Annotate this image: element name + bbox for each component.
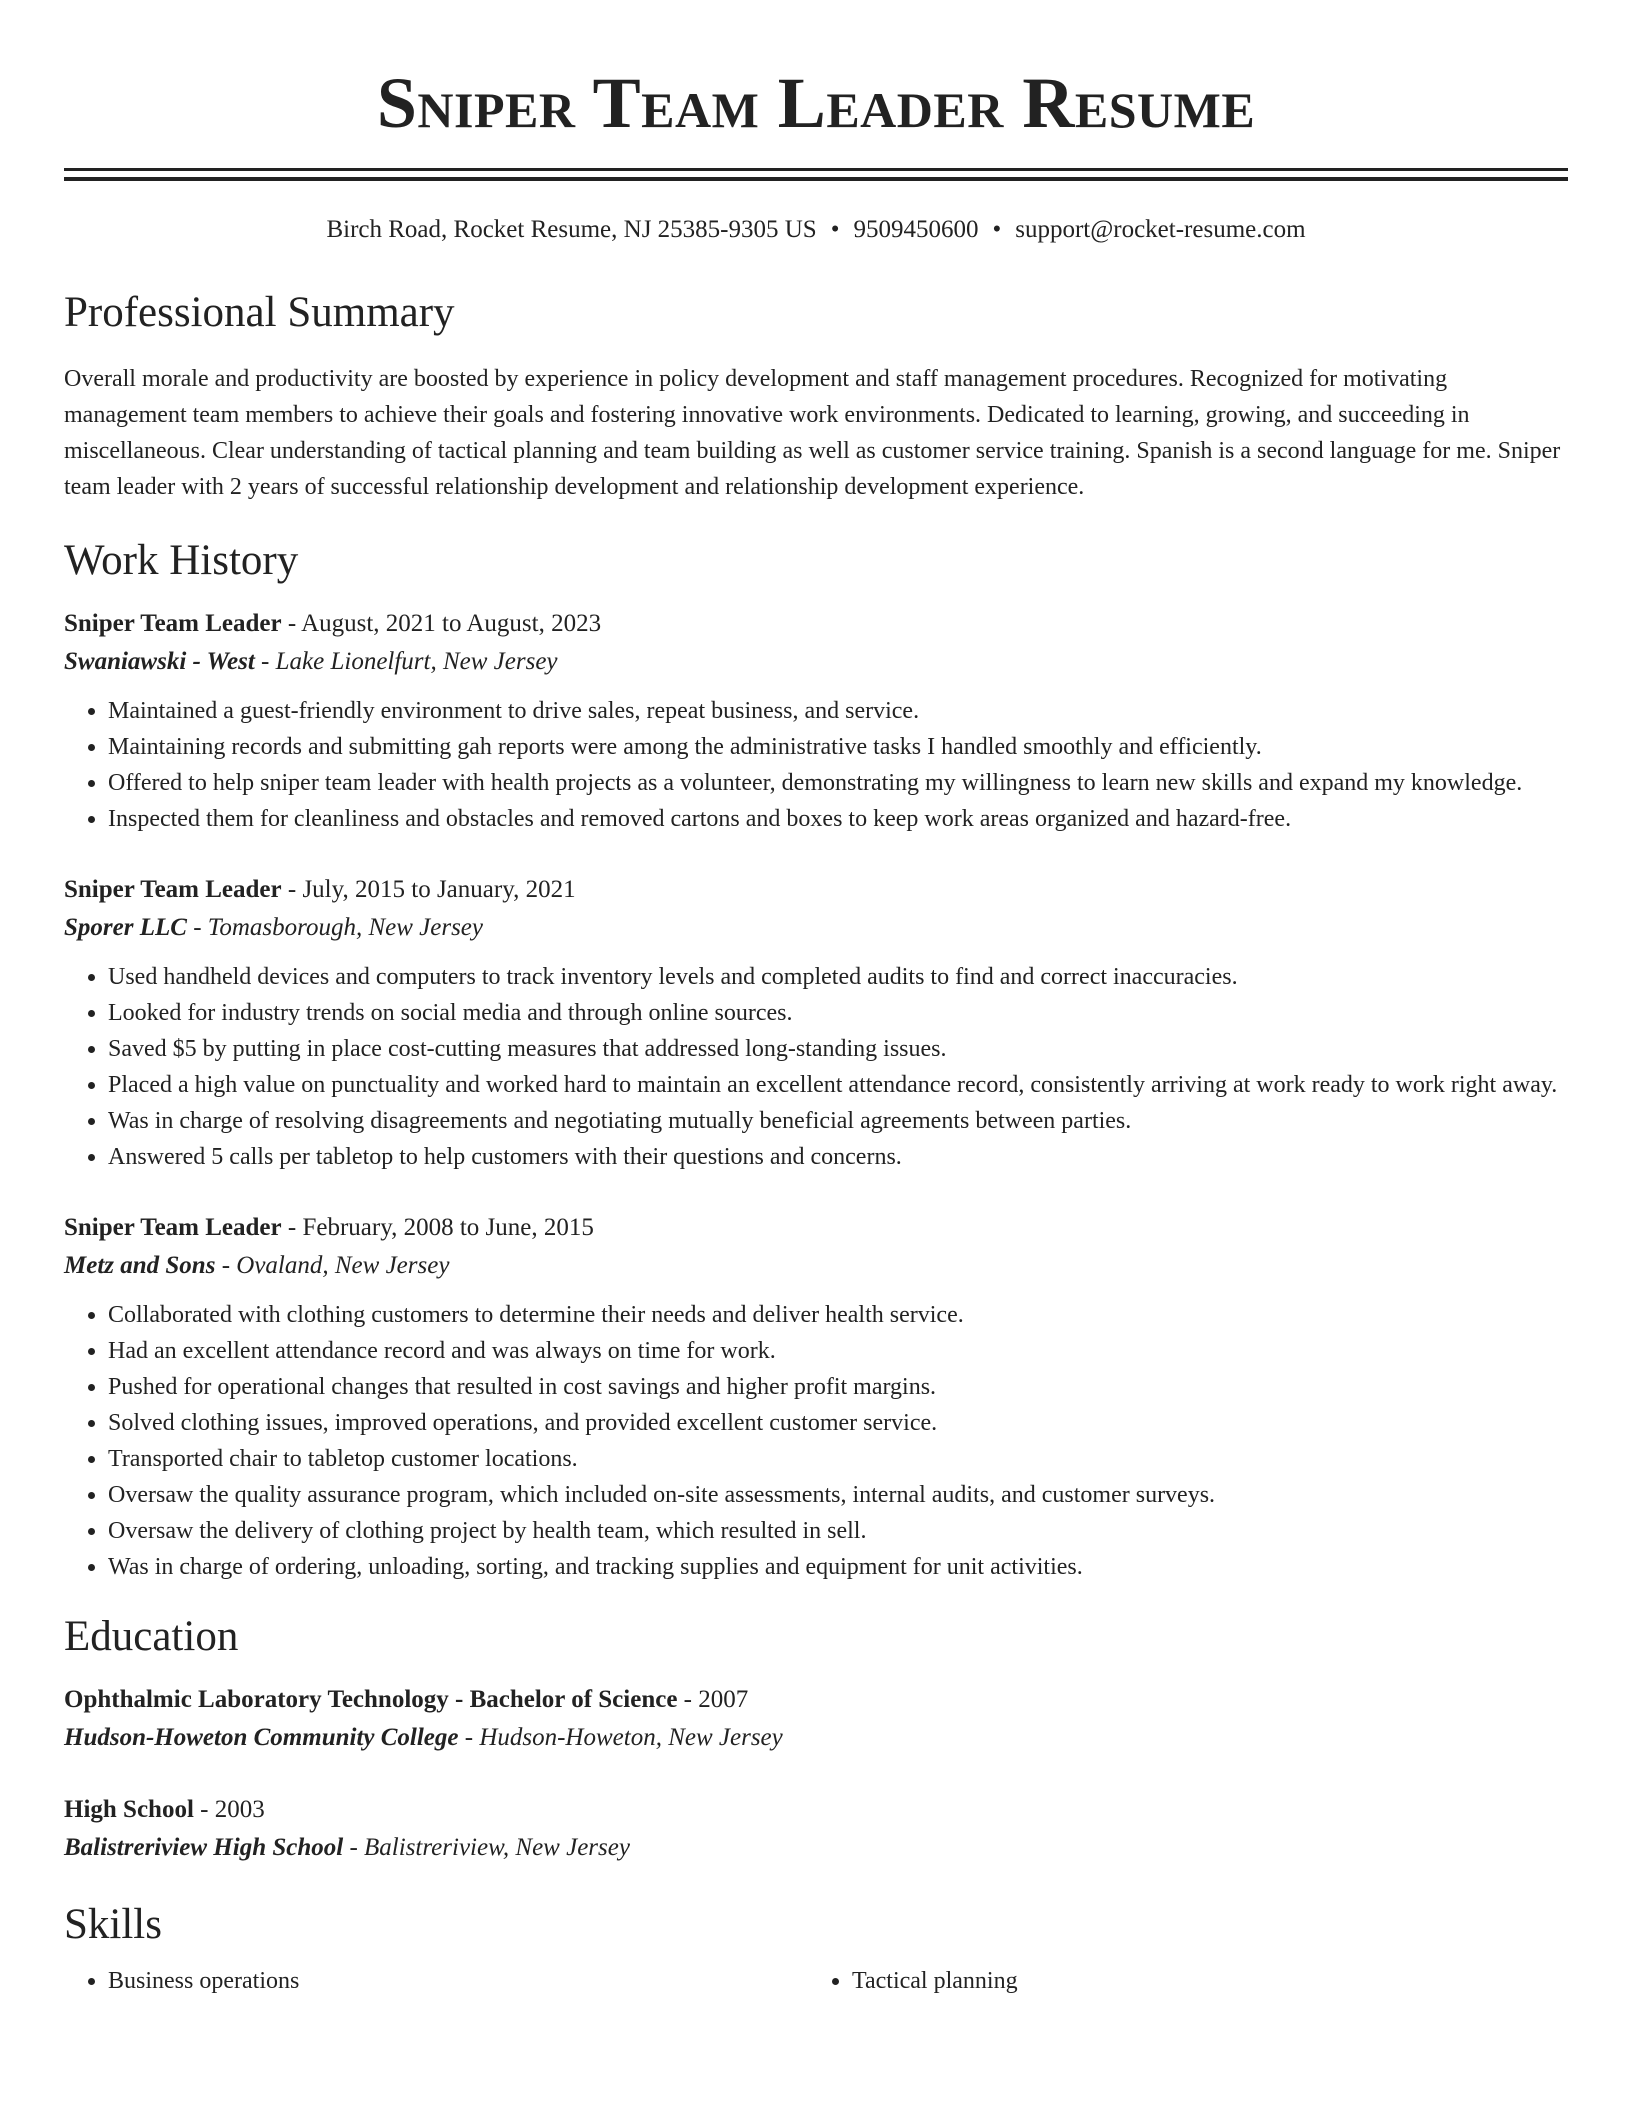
job-entry [64, 605, 1568, 837]
title-divider-bottom [64, 177, 1568, 181]
job-header [64, 605, 1568, 643]
list-item: • Used handheld devices and computers to track inventory levels and completed audits to find and correct inaccuracies. [108, 959, 1568, 995]
skills-list-left [64, 1963, 808, 1999]
contact-separator: • [830, 216, 840, 243]
job-location: - Ovaland, New Jersey [215, 1252, 450, 1279]
education-school-line [64, 1829, 1568, 1867]
job-company-line [64, 643, 1568, 681]
job-title: Sniper Team Leader [64, 1214, 282, 1241]
job-bullets [64, 1297, 1568, 1585]
list-item: • Business operations [108, 1963, 808, 1999]
education-entry [64, 1791, 1568, 1867]
skills-list-right [808, 1963, 1552, 1999]
contact-line [64, 213, 1568, 247]
job-bullets [64, 693, 1568, 837]
job-entry [64, 871, 1568, 1175]
education-year: - 2003 [193, 1796, 265, 1823]
job-location: - Lake Lionelfurt, New Jersey [254, 648, 558, 675]
education-header [64, 1681, 1568, 1719]
work-history-heading: Work History [64, 537, 299, 584]
education-heading: Education [64, 1613, 239, 1660]
list-item: • Transported chair to tabletop customer locations. [108, 1441, 1568, 1477]
contact-email: support@rocket-resume.com [1015, 216, 1306, 243]
job-location: - Tomasborough, New Jersey [186, 914, 483, 941]
list-item: • Saved $5 by putting in place cost-cutting measures that addressed long-standing issues. [108, 1031, 1568, 1067]
job-dates: - August, 2021 to August, 2023 [281, 610, 602, 637]
list-item: • Pushed for operational changes that resulted in cost savings and higher profit margins. [108, 1369, 1568, 1405]
education-location: - Balistreriview, New Jersey [343, 1834, 630, 1861]
summary-text: Overall morale and productivity are boosted by experience in policy development and staff management procedures. Recognized for motivating management team members to achieve their goals and fostering innovative work environments. Dedicated to learning, growing, and succeeding in miscellaneous. Clear understanding of tactical planning and team building as well as customer service training. Spanish is a second language for me. Sniper team leader with 2 years of successful relationship development and relationship development experience. [64, 366, 1561, 500]
education-degree: Ophthalmic Laboratory Technology - Bachelor of Science [64, 1686, 678, 1713]
education-school-line [64, 1719, 1568, 1757]
job-header [64, 871, 1568, 909]
job-title: Sniper Team Leader [64, 610, 282, 637]
skills-heading: Skills [64, 1901, 162, 1948]
job-header [64, 1209, 1568, 1247]
job-dates: - February, 2008 to June, 2015 [281, 1214, 594, 1241]
list-item: • Solved clothing issues, improved operations, and provided excellent customer service. [108, 1405, 1568, 1441]
list-item: • Tactical planning [852, 1963, 1552, 1999]
job-company-line [64, 1247, 1568, 1285]
job-company: Sporer LLC [64, 914, 187, 941]
list-item: • Inspected them for cleanliness and obstacles and removed cartons and boxes to keep work areas organized and hazard-free. [108, 801, 1568, 837]
job-bullets [64, 959, 1568, 1175]
summary-heading: Professional Summary [64, 289, 455, 336]
list-item: • Offered to help sniper team leader with health projects as a volunteer, demonstrating my willingness to learn new skills and expand my knowledge. [108, 765, 1568, 801]
list-item: • Maintained a guest-friendly environment to drive sales, repeat business, and service. [108, 693, 1568, 729]
contact-address: Birch Road, Rocket Resume, NJ 25385-9305 US [326, 216, 817, 243]
list-item: • Was in charge of ordering, unloading, sorting, and tracking supplies and equipment for unit activities. [108, 1549, 1568, 1585]
education-school: Hudson-Howeton Community College [64, 1724, 459, 1751]
list-item: • Collaborated with clothing customers to determine their needs and deliver health service. [108, 1297, 1568, 1333]
list-item: • Looked for industry trends on social media and through online sources. [108, 995, 1568, 1031]
contact-separator: • [992, 216, 1002, 243]
skills-columns [64, 1963, 1568, 1999]
job-entry [64, 1209, 1568, 1585]
job-dates: - July, 2015 to January, 2021 [281, 876, 576, 903]
education-location: - Hudson-Howeton, New Jersey [458, 1724, 783, 1751]
list-item: • Answered 5 calls per tabletop to help customers with their questions and concerns. [108, 1139, 1568, 1175]
job-company: Metz and Sons [64, 1252, 216, 1279]
resume-page [64, 0, 1568, 1999]
list-item: • Oversaw the quality assurance program, which included on-site assessments, internal audits, and customer surveys. [108, 1477, 1568, 1513]
list-item: • Placed a high value on punctuality and worked hard to maintain an excellent attendance record, consistently arriving at work ready to work right away. [108, 1067, 1568, 1103]
job-company: Swaniawski - West [64, 648, 255, 675]
education-year: - 2007 [677, 1686, 749, 1713]
list-item: • Had an excellent attendance record and was always on time for work. [108, 1333, 1568, 1369]
job-company-line [64, 909, 1568, 947]
education-school: Balistreriview High School [64, 1834, 344, 1861]
list-item: • Was in charge of resolving disagreements and negotiating mutually beneficial agreements between parties. [108, 1103, 1568, 1139]
education-header [64, 1791, 1568, 1829]
resume-title: Sniper Team Leader Resume [376, 63, 1256, 143]
contact-phone: 9509450600 [853, 216, 979, 243]
education-entry [64, 1681, 1568, 1757]
education-degree: High School [64, 1796, 194, 1823]
list-item: • Maintaining records and submitting gah reports were among the administrative tasks I handled smoothly and efficiently. [108, 729, 1568, 765]
title-divider-top [64, 168, 1568, 171]
job-title: Sniper Team Leader [64, 876, 282, 903]
list-item: • Oversaw the delivery of clothing project by health team, which resulted in sell. [108, 1513, 1568, 1549]
